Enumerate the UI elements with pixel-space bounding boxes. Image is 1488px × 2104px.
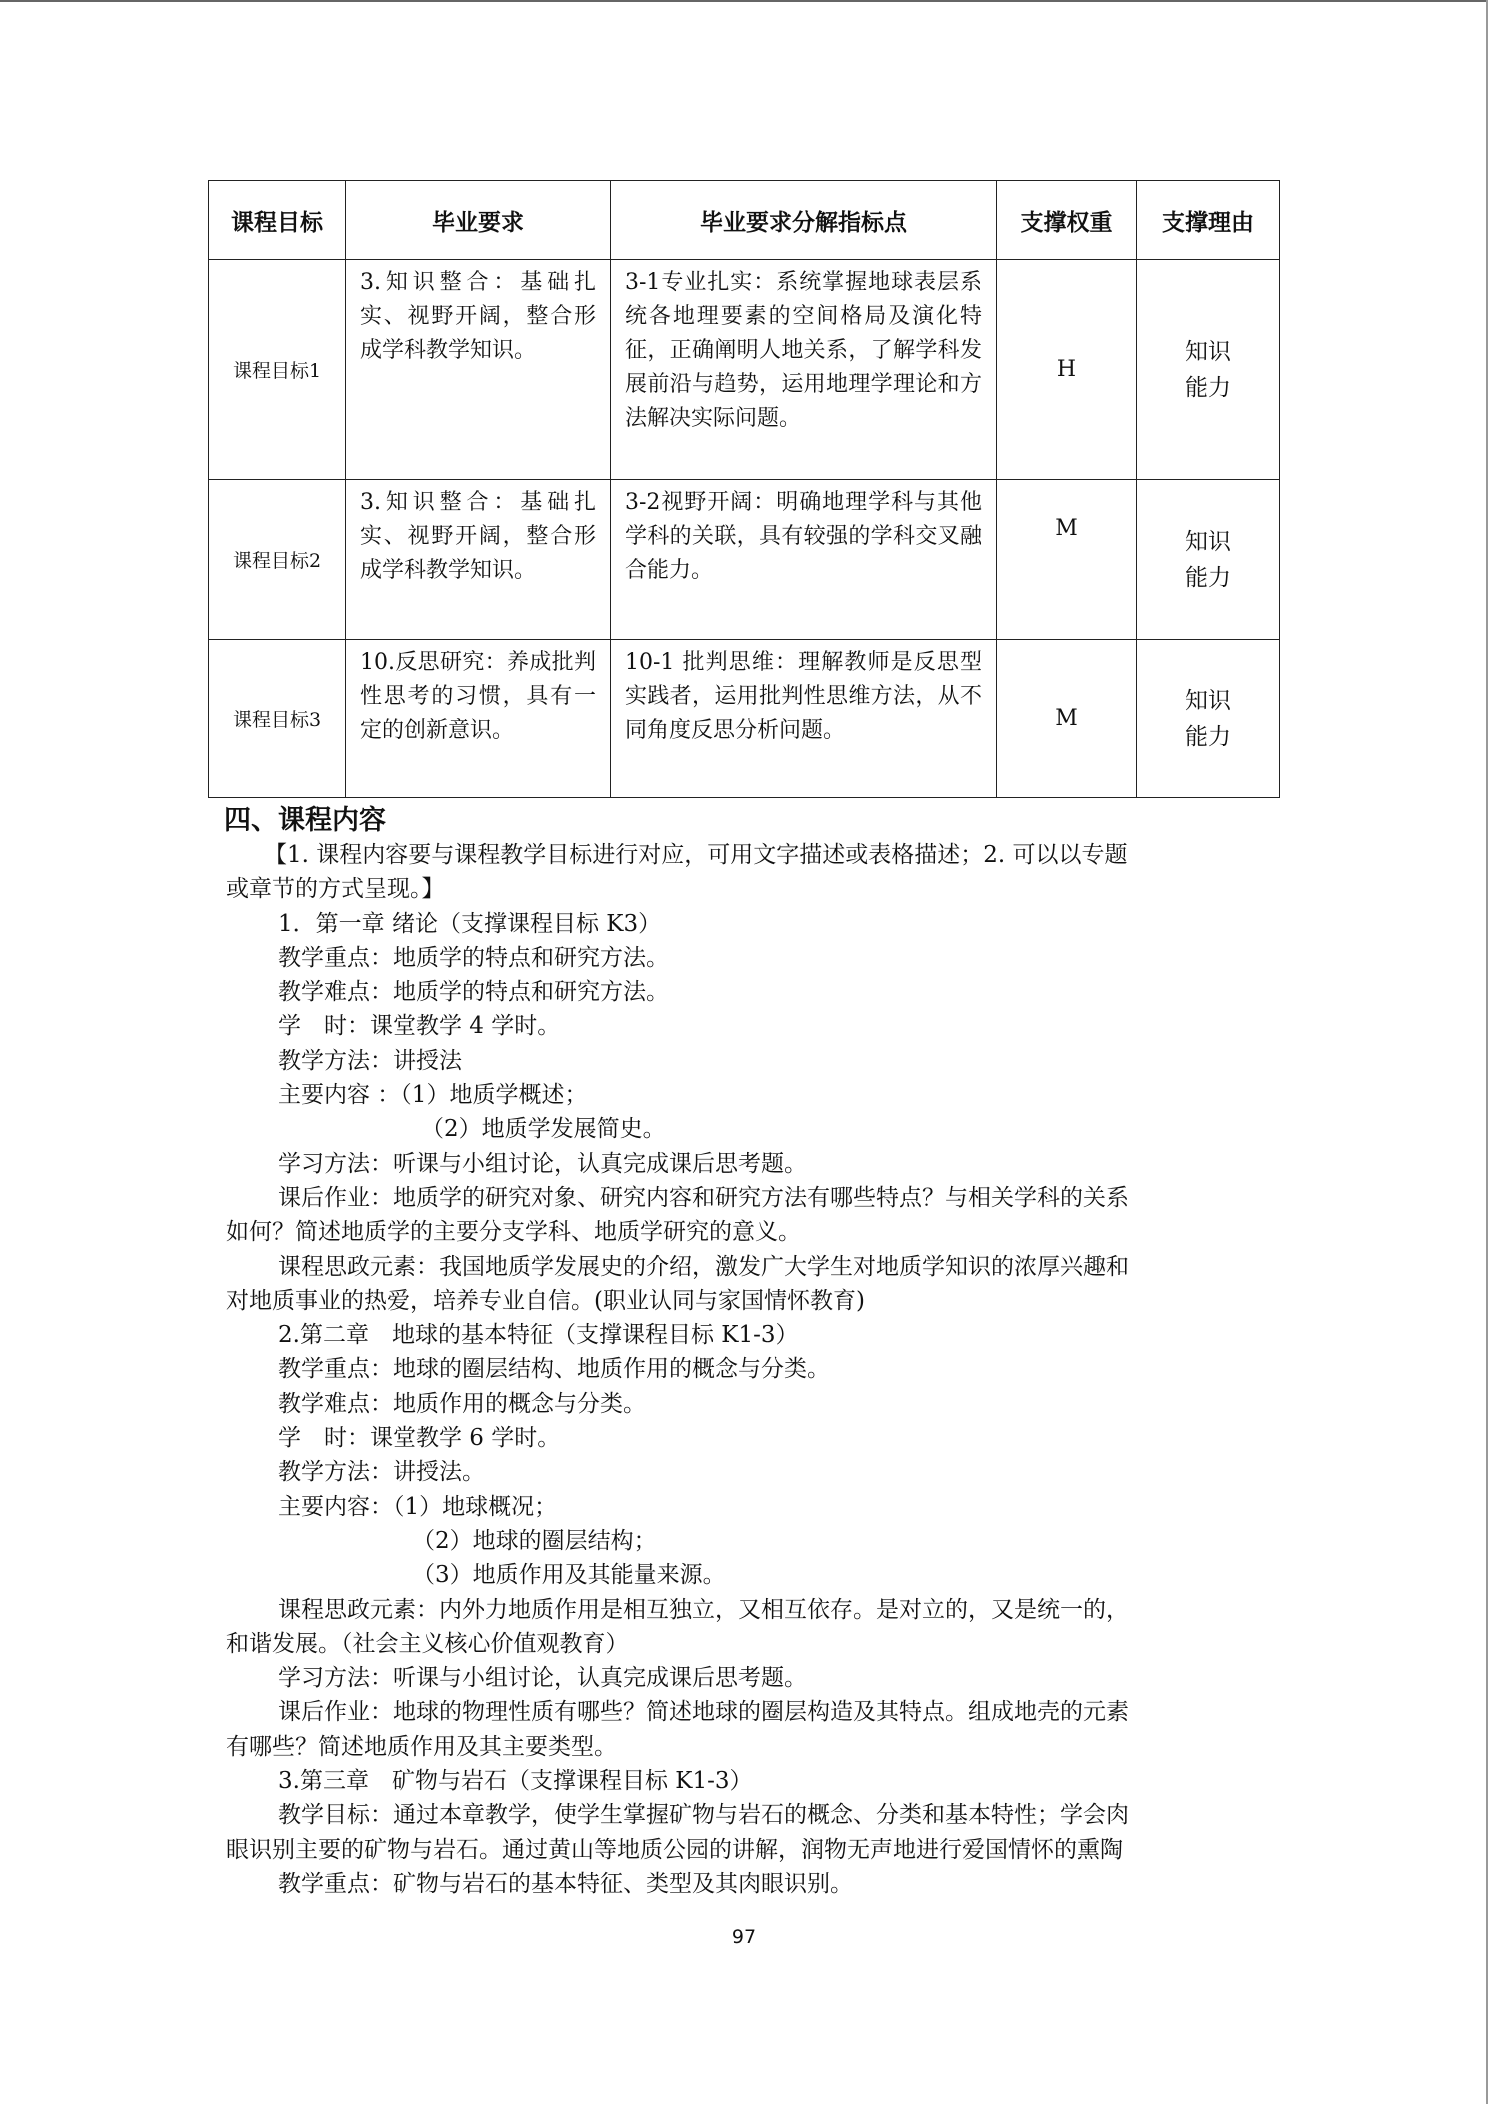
body-line: 课程思政元素：内外力地质作用是相互独立，又相互依存。是对立的，又是统一的，: [278, 1596, 1129, 1623]
weight-cell: M: [997, 480, 1137, 640]
indicator-cell: 10-1 批判思维：理解教师是反思型实践者，运用批判性思维方法，从不同角度反思分析问题。: [611, 640, 997, 798]
table-row: [209, 480, 1280, 640]
body-line: （2）地球的圈层结构；: [412, 1527, 657, 1554]
goal-cell: 课程目标2: [209, 480, 346, 640]
reason-line: 能力: [1185, 374, 1231, 401]
body-line: （2）地质学发展简史。: [421, 1116, 666, 1143]
body-line: （3）地质作用及其能量来源。: [412, 1562, 726, 1589]
reason-cell: [1137, 480, 1280, 640]
reason-line: 知识: [1185, 338, 1231, 365]
body-line: 学 时：课堂教学 6 学时。: [278, 1425, 561, 1452]
body-line: 眼识别主要的矿物与岩石。通过黄山等地质公园的讲解，润物无声地进行爱国情怀的熏陶: [226, 1836, 1123, 1863]
header-support-weight: 支撑权重: [997, 181, 1137, 260]
goal-cell: 课程目标3: [209, 640, 346, 798]
reason-cell: [1137, 640, 1280, 798]
header-course-goal: 课程目标: [209, 181, 346, 260]
course-goals-table: [208, 180, 1280, 798]
requirement-cell: 3.知识整合：基础扎实、视野开阔，整合形成学科教学知识。: [346, 480, 611, 640]
body-line: 2.第二章 地球的基本特征（支撑课程目标 K1-3）: [278, 1322, 799, 1349]
header-graduation-requirement: 毕业要求: [346, 181, 611, 260]
reason-line: 知识: [1185, 528, 1231, 555]
page-number: 97: [731, 1926, 757, 1948]
body-line: 课后作业：地球的物理性质有哪些？简述地球的圈层构造及其特点。组成地壳的元素: [278, 1699, 1129, 1726]
body-line: 如何？简述地质学的主要分支学科、地质学研究的意义。: [226, 1219, 801, 1246]
body-line: 有哪些？简述地质作用及其主要类型。: [226, 1733, 617, 1760]
body-line: 1．第一章 绪论（支撑课程目标 K3）: [278, 910, 662, 937]
reason-line: 能力: [1185, 723, 1231, 750]
body-line: 学习方法：听课与小组讨论，认真完成课后思考题。: [278, 1150, 807, 1177]
weight-cell: M: [997, 640, 1137, 798]
body-line: 教学方法：讲授法。: [278, 1459, 485, 1486]
body-line: 3.第三章 矿物与岩石（支撑课程目标 K1-3）: [278, 1768, 753, 1795]
requirement-cell: 10.反思研究：养成批判性思考的习惯，具有一定的创新意识。: [346, 640, 611, 798]
page-edge-top: [0, 0, 1488, 2]
body-line: 主要内容：（1）地球概况；: [278, 1493, 558, 1520]
body-line: 教学重点：矿物与岩石的基本特征、类型及其肉眼识别。: [278, 1870, 853, 1897]
body-line: 课程思政元素：我国地质学发展史的介绍，激发广大学生对地质学知识的浓厚兴趣和: [278, 1253, 1129, 1280]
body-line: 学习方法：听课与小组讨论，认真完成课后思考题。: [278, 1665, 807, 1692]
body-line: 教学难点：地质学的特点和研究方法。: [278, 979, 669, 1006]
body-line: 教学难点：地质作用的概念与分类。: [278, 1390, 646, 1417]
requirement-cell: 3.知识整合：基础扎实、视野开阔，整合形成学科教学知识。: [346, 260, 611, 480]
table-row: [209, 640, 1280, 798]
body-line: 和谐发展。（社会主义核心价值观教育）: [226, 1630, 629, 1657]
table-row: [209, 260, 1280, 480]
indicator-cell: 3-2视野开阔：明确地理学科与其他学科的关联，具有较强的学科交叉融合能力。: [611, 480, 997, 640]
header-indicator: 毕业要求分解指标点: [611, 181, 997, 260]
body-line: 主要内容 ：（1）地质学概述；: [278, 1082, 588, 1109]
reason-cell: [1137, 260, 1280, 480]
body-line: 课后作业：地质学的研究对象、研究内容和研究方法有哪些特点？与相关学科的关系: [278, 1184, 1129, 1211]
reason-line: 能力: [1185, 564, 1231, 591]
body-line: 学 时：课堂教学 4 学时。: [278, 1013, 561, 1040]
body-line: 教学重点：地质学的特点和研究方法。: [278, 944, 669, 971]
course-content-body: [226, 838, 1266, 1901]
weight-cell: H: [997, 260, 1137, 480]
body-line: 对地质事业的热爱，培养专业自信。(职业认同与家国情怀教育): [226, 1287, 865, 1314]
body-line: 教学重点：地球的圈层结构、地质作用的概念与分类。: [278, 1356, 830, 1383]
body-line: 【1. 课程内容要与课程教学目标进行对应，可用文字描述或表格描述；2. 可以以专题: [264, 842, 1128, 868]
body-line: 教学目标：通过本章教学，使学生掌握矿物与岩石的概念、分类和基本特性；学会肉: [278, 1802, 1129, 1829]
reason-line: 知识: [1185, 687, 1231, 714]
indicator-cell: 3-1专业扎实：系统掌握地球表层系统各地理要素的空间格局及演化特征，正确阐明人地关系，了解学科发展前沿与趋势，运用地理学理论和方法解决实际问题。: [611, 260, 997, 480]
body-line: 教学方法：讲授法: [278, 1047, 462, 1074]
body-line: 或章节的方式呈现。】: [226, 876, 445, 903]
table-header-row: [209, 181, 1280, 260]
goal-cell: 课程目标1: [209, 260, 346, 480]
section-heading: 四、课程内容: [224, 805, 386, 836]
header-support-reason: 支撑理由: [1137, 181, 1280, 260]
